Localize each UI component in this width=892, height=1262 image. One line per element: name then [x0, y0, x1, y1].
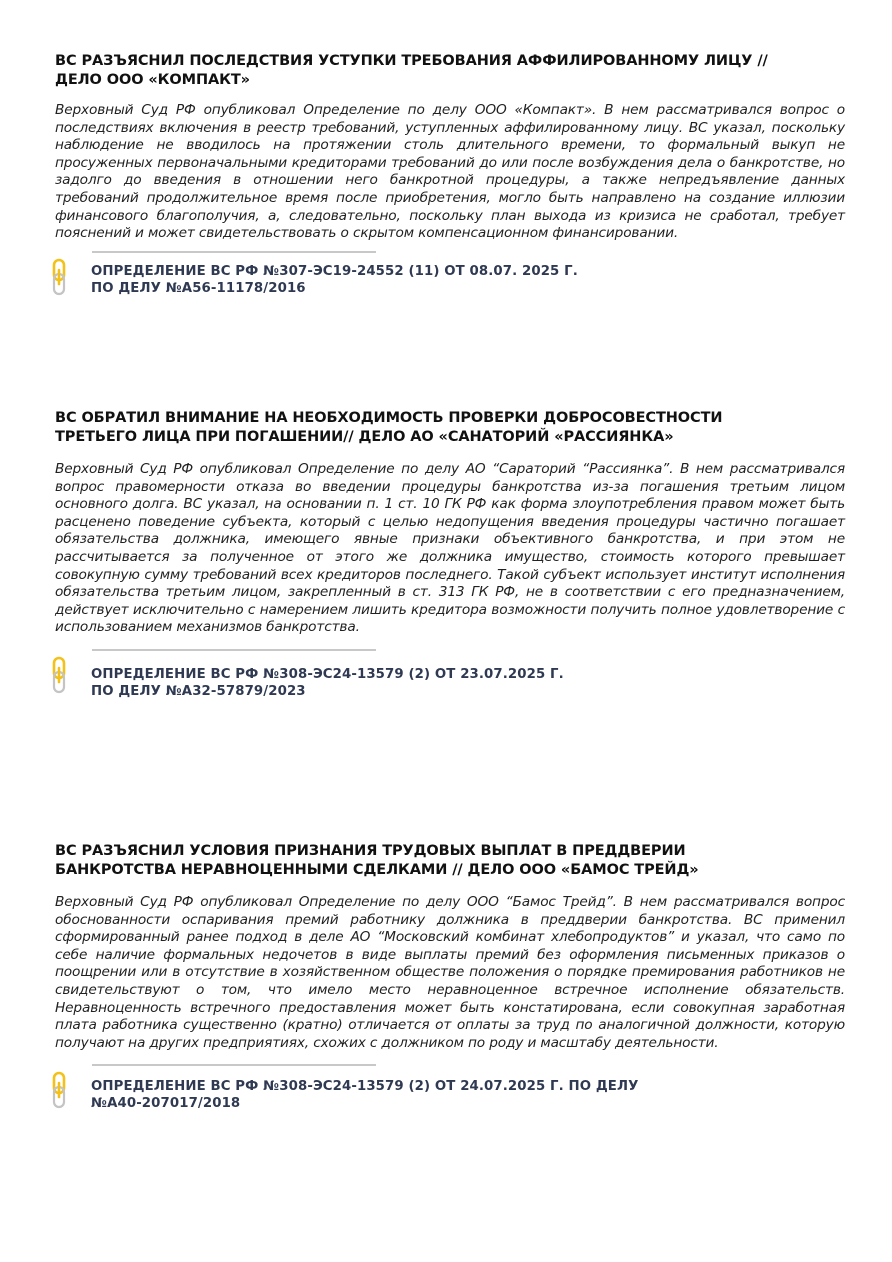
reference-divider — [92, 251, 376, 253]
reference-line: ПО ДЕЛУ №А32-57879/2023 — [91, 683, 306, 699]
news-body: Верховный Суд РФ опубликовал Определение по делу ООО «Компакт». В нем рассматривался вопрос о последствиях включения в реестр требований, уступленных аффилированному лицу. ВС указал, поскольку наблюдение не вводилось на протяжении столь длительного времени, то формальный выкуп не просуженных первоначальными кредиторами требований до или после возбуждения дела о банкротстве, но задолго до введения в отношении него банкротной процедуры, а также непредъявление данных требований продолжительное время после приобретения, могло быть направлено на создание иллюзии финансового благополучия, а, следовательно, поскольку план выхода из кризиса не сработал, требует пояснений и может свидетельствовать о скрытом компенсационном финансировании. — [55, 102, 845, 242]
news-body: Верховный Суд РФ опубликовал Определение по делу ООО “Бамос Трейд”. В нем рассматривался вопрос обоснованности оспаривания премий работнику должника в преддверии банкротства. ВС применил сформированный ранее подход в деле АО “Московский комбинат хлебопродуктов” и указал, что само по себе наличие формальных недочетов в виде выплаты премий без оформления письменных приказов о поощрении или в отсутствие в хозяйственном обществе положения о порядке премирования работников не свидетельствуют о том, что имело место неравноценное встречное исполнение обязательств. Неравноценность встречного предоставления может быть констатирована, если совокупная заработная плата работника существенно (кратно) отличается от оплаты за труд по аналогичной должности, которую получают на других предприятиях, схожих с должником по роду и масштабу деятельности. — [55, 894, 845, 1051]
news-heading — [55, 52, 845, 90]
news-heading-line: ТРЕТЬЕГО ЛИЦА ПРИ ПОГАШЕНИИ// ДЕЛО АО «САНАТОРИЙ «РАССИЯНКА» — [55, 429, 674, 445]
case-reference — [55, 1064, 845, 1112]
news-heading-line: ВС РАЗЪЯСНИЛ ПОСЛЕДСТВИЯ УСТУПКИ ТРЕБОВАНИЯ АФФИЛИРОВАННОМУ ЛИЦУ // — [55, 53, 768, 69]
news-heading — [55, 842, 845, 880]
reference-line: №А40-207017/2018 — [91, 1096, 241, 1112]
reference-divider — [92, 1064, 376, 1066]
news-body: Верховный Суд РФ опубликовал Определение по делу АО “Сараторий “Рассиянка”. В нем рассматривался вопрос правомерности отказа во введении процедуры банкротства из-за погашения третьим лицом основного долга. ВС указал, на основании п. 1 ст. 10 ГК РФ как форма злоупотребления правом может быть расценено поведение субъекта, который с целью недопущения введения процедуры частично погашает обязательства должника, имеющего явные признаки объективного банкротства, и при этом не рассчитывается за полученное от этого же должника имущество, стоимость которого превышает совокупную сумму требований всех кредиторов последнего. Такой субъект использует институт исполнения обязательства третьим лицом, закрепленный в ст. 313 ГК РФ, не в соответствии с его предназначением, действует исключительно с намерением лишить кредитора возможности получить полное удовлетворение с использованием механизмов банкротства. — [55, 461, 845, 636]
reference-text — [91, 666, 564, 700]
news-item — [55, 409, 845, 699]
link-icon — [51, 257, 73, 297]
reference-text — [91, 1078, 639, 1112]
news-item — [55, 52, 845, 295]
reference-line: ОПРЕДЕЛЕНИЕ ВС РФ №307-ЭС19-24552 (11) ОТ 08.07. 2025 Г. — [91, 263, 578, 279]
news-heading-line: БАНКРОТСТВА НЕРАВНОЦЕННЫМИ СДЕЛКАМИ // ДЕЛО ООО «БАМОС ТРЕЙД» — [55, 862, 699, 878]
case-reference — [55, 251, 845, 295]
reference-line: ПО ДЕЛУ №А56-11178/2016 — [91, 280, 306, 296]
news-heading-line: ВС ОБРАТИЛ ВНИМАНИЕ НА НЕОБХОДИМОСТЬ ПРОВЕРКИ ДОБРОСОВЕСТНОСТИ — [55, 410, 723, 426]
news-heading — [55, 409, 845, 447]
reference-line: ОПРЕДЕЛЕНИЕ ВС РФ №308-ЭС24-13579 (2) ОТ 23.07.2025 Г. — [91, 666, 564, 682]
reference-divider — [92, 649, 376, 651]
case-reference — [55, 649, 845, 699]
link-icon — [51, 655, 73, 695]
news-heading-line: ВС РАЗЪЯСНИЛ УСЛОВИЯ ПРИЗНАНИЯ ТРУДОВЫХ ВЫПЛАТ В ПРЕДДВЕРИИ — [55, 843, 686, 859]
news-heading-line: ДЕЛО ООО «КОМПАКТ» — [55, 72, 250, 88]
news-item — [55, 842, 845, 1112]
reference-text — [91, 263, 578, 297]
reference-line: ОПРЕДЕЛЕНИЕ ВС РФ №308-ЭС24-13579 (2) ОТ 24.07.2025 Г. ПО ДЕЛУ — [91, 1079, 639, 1095]
link-icon — [51, 1070, 73, 1110]
